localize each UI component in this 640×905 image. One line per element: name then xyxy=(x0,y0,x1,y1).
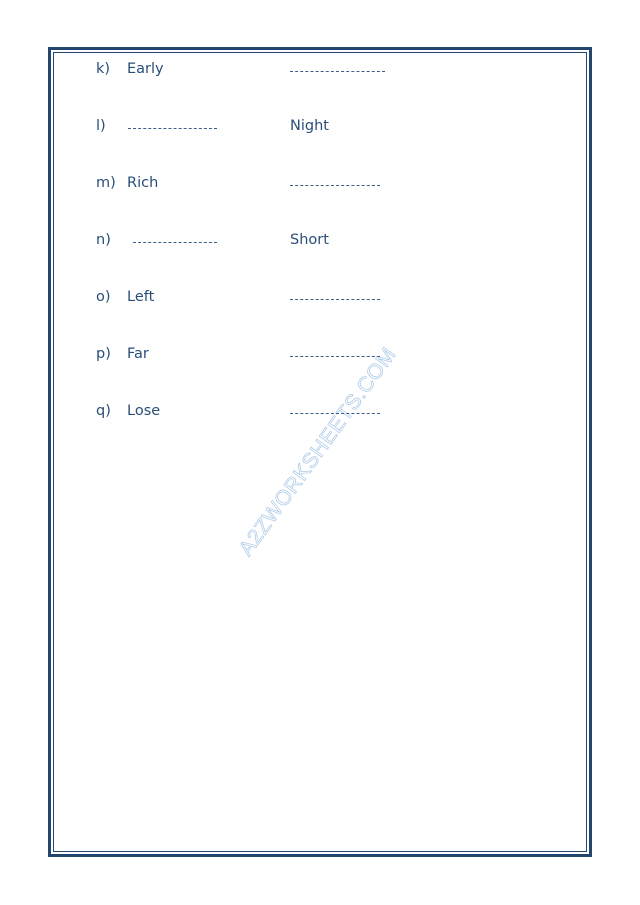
answer-blank[interactable] xyxy=(290,185,380,186)
item-marker: n) xyxy=(96,232,111,248)
watermark: A2ZWORKSHEETS.COM xyxy=(234,343,401,561)
exercise-item-k xyxy=(0,57,640,81)
item-word: Left xyxy=(127,289,155,305)
exercise-item-q xyxy=(0,399,640,423)
item-marker: l) xyxy=(96,118,106,134)
item-marker: m) xyxy=(96,175,116,191)
item-word: Far xyxy=(127,346,149,362)
answer-blank[interactable] xyxy=(290,71,385,72)
item-word: Lose xyxy=(127,403,161,419)
answer-blank[interactable] xyxy=(290,356,380,357)
answer-blank[interactable] xyxy=(290,299,380,300)
answer-blank[interactable] xyxy=(290,413,380,414)
item-word: Early xyxy=(127,61,164,77)
answer-blank[interactable] xyxy=(128,128,217,129)
exercise-item-n xyxy=(0,228,640,252)
exercise-item-o xyxy=(0,285,640,309)
item-marker: p) xyxy=(96,346,111,362)
item-opposite-word: Night xyxy=(290,118,329,134)
exercise-item-l xyxy=(0,114,640,138)
exercise-item-p xyxy=(0,342,640,366)
item-marker: q) xyxy=(96,403,111,419)
item-opposite-word: Short xyxy=(290,232,329,248)
item-marker: o) xyxy=(96,289,111,305)
item-word: Rich xyxy=(127,175,159,191)
exercise-item-m xyxy=(0,171,640,195)
item-marker: k) xyxy=(96,61,111,77)
answer-blank[interactable] xyxy=(133,242,217,243)
